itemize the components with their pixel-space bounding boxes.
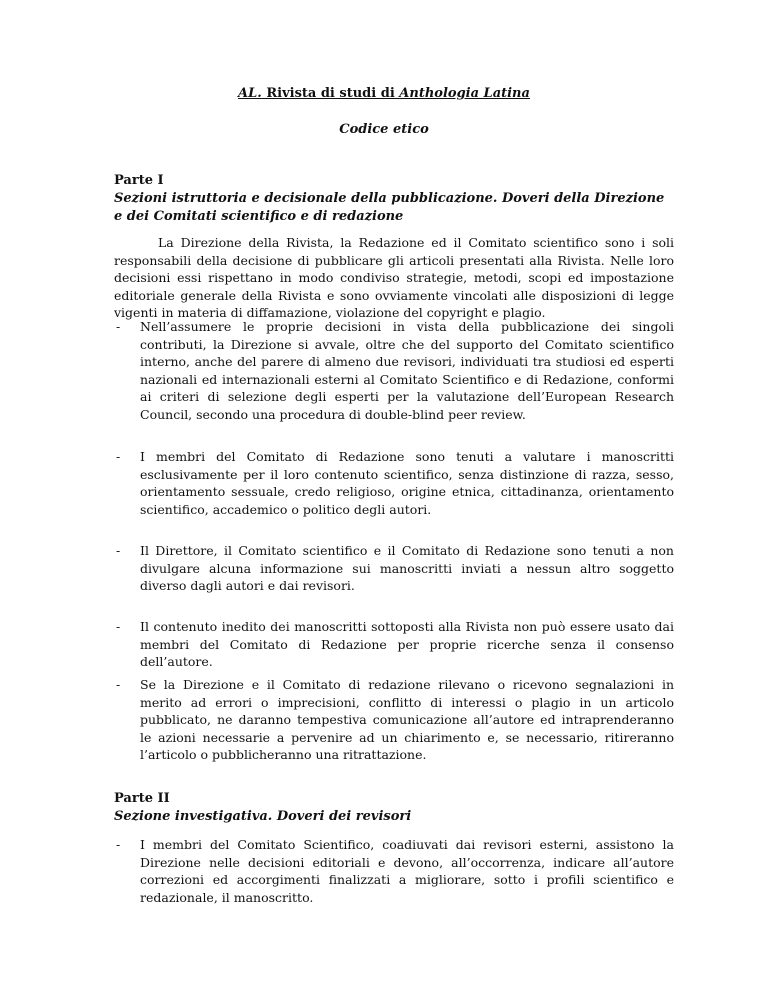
document-subtitle: Codice etico	[339, 122, 429, 137]
part1-subtitle: Sezioni istruttoria e decisionale della pubblicazione. Doveri della Direzione e dei Comitati scientifico e di redazione	[114, 191, 665, 224]
list-item-text: Il contenuto inedito dei manoscritti sottoposti alla Rivista non può essere usato dai membri del Comitato di Redazione per proprie ricerche senza il consenso dell’autore.	[140, 619, 674, 670]
bullet-dash: -	[116, 677, 121, 692]
bullet-dash: -	[116, 449, 121, 464]
part1-title: Parte I	[114, 173, 164, 188]
bullet-dash: -	[116, 319, 121, 334]
title-emphasis: Anthologia Latina	[399, 86, 530, 101]
bullet-dash: -	[116, 619, 121, 634]
list-item-text: Nell’assumere le proprie decisioni in vista della pubblicazione dei singoli contributi, la Direzione si avvale, oltre che del supporto del Comitato scientifico interno, anche del parere di almeno due revisori, individuati tra studiosi ed esperti nazionali ed internazionali esterni al Comitato Scientifico e di Redazione, conformi ai criteri di selezione degli esperti per la valutazione dell’European Research Council, secondo una procedura di double-blind peer review.	[140, 319, 674, 422]
list-item-text: I membri del Comitato di Redazione sono tenuti a valutare i manoscritti esclusivamente per il loro contenuto scientifico, senza distinzione di razza, sesso, orientamento sessuale, credo religioso, origine etnica, cittadinanza, orientamento scientifico, accademico o politico degli autori.	[140, 449, 674, 517]
bullet-dash: -	[116, 837, 121, 852]
part2-subtitle: Sezione investigativa. Doveri dei revisori	[114, 809, 412, 824]
title-mid: Rivista di studi di	[261, 86, 400, 101]
list-item-text: Il Direttore, il Comitato scientifico e il Comitato di Redazione sono tenuti a non divulgare alcuna informazione sui manoscritti inviati a nessun altro soggetto diverso dagli autori e dai revisori.	[140, 543, 674, 594]
list-item-text: I membri del Comitato Scientifico, coadiuvati dai revisori esterni, assistono la Direzione nelle decisioni editoriali e devono, all’occorrenza, indicare all’autore correzioni ed accorgimenti finalizzati a migliorare, sotto i profili scientifico e redazionale, il manoscritto.	[140, 837, 674, 905]
list-item-text: Se la Direzione e il Comitato di redazione rilevano o ricevono segnalazioni in merito ad errori o imprecisioni, conflitto di interessi o plagio in un articolo pubblicato, ne daranno tempestiva comunicazione all’autore ed intraprenderanno le azioni necessarie a pervenire ad un chiarimento e, se necessario, ritireranno l’articolo o pubblicheranno una ritrattazione.	[140, 677, 674, 763]
bullet-dash: -	[116, 543, 121, 558]
part2-bullet-list	[114, 0, 674, 994]
title-prefix: AL.	[238, 86, 262, 101]
part1-intro-paragraph: La Direzione della Rivista, la Redazione ed il Comitato scientifico sono i soli responsabili della decisione di pubblicare gli articoli presentati alla Rivista. Nelle loro decisioni essi rispettano in modo condiviso strategie, metodi, scopi ed impostazione editoriale generale della Rivista e sono ovviamente vincolati alle disposizioni di legge vigenti in materia di diffamazione, violazione del copyright e plagio.	[114, 235, 674, 321]
part2-title: Parte II	[114, 791, 170, 806]
list-item	[114, 836, 674, 906]
